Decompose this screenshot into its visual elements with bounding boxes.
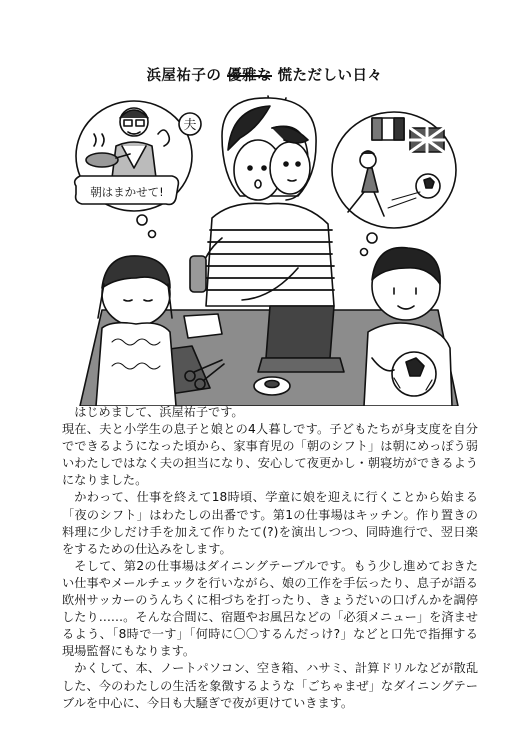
husband-label: 夫 [183, 118, 197, 133]
son-thought-bubble [332, 112, 456, 256]
title-struck-word: 優雅な [227, 68, 272, 84]
laptop [266, 306, 334, 358]
mother-figure [190, 98, 334, 306]
family-illustration [72, 88, 462, 406]
paragraph-4: そして、第2の仕事場はダイニングテーブルです。もう少し進めておきたい仕事やメールチェックを行いながら、娘の工作を手伝ったり、息子が語る欧州サッカーのうんちくに相づちを打ったり、きょうだいの口げんかを調停したり……。そんな合間に、宿題やお風呂などの「必須メニュー」を済ませるよう、「8時で一す」「何時に〇〇するんだっけ?」などと口先で指揮する現場監督にもなります。 [62, 558, 478, 659]
title-suffix: 慌ただしい日々 [277, 68, 383, 84]
husband-thought-bubble [76, 101, 192, 238]
paragraph-1: はじめまして、浜屋祐子です。 [74, 405, 244, 419]
paragraph-5: かくして、本、ノートパソコン、空き箱、ハサミ、計算ドリルなどが散乱した、今のわたしの生活を象徴するような「ごちゃまぜ」なダイニングテーブルを中心に、今日も大騒ぎで夜が更けていきます。 [62, 661, 478, 710]
husband-bubble-text: 朝はまかせて! [90, 185, 164, 199]
paragraph-2: 現在、夫と小学生の息子と娘との4人暮しです。子どもたちが身支度を自分でできるようになった頃から、家事育児の「朝のシフト」は朝にめっぽう弱いわたしではなく夫の担当になり、安心して夜更かし・朝寝坊ができるようになりました。 [62, 422, 478, 488]
title-prefix: 浜屋祐子の [146, 68, 222, 84]
paragraph-3: かわって、仕事を終えて18時頃、学童に娘を迎えに行くことから始まる「夜のシフト」はわたしの出番です。第1の仕事場はキッチン。作り置きの料理に少しだけ手を加えて作りたて(?)を演出しつつ、同時進行で、翌日楽をするための仕込みをします。 [62, 490, 478, 556]
article-body [62, 404, 478, 712]
page-title [0, 64, 529, 85]
